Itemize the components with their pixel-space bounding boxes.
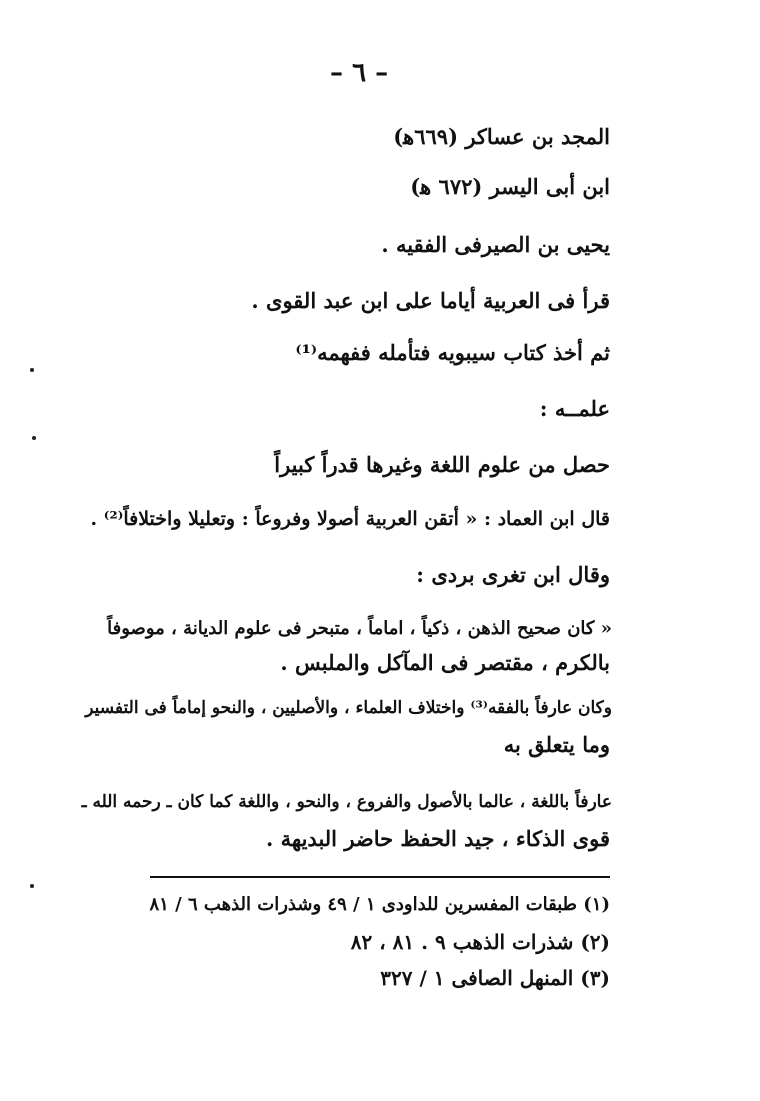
- text-line: وكان عارفاً بالفقه⁽³⁾ واختلاف العلماء ، والأصليين ، والنحو إماماً فى التفسير: [85, 698, 612, 718]
- text-line: قرأ فى العربية أياما على ابن عبد القوى .: [251, 288, 610, 313]
- section-heading: علمــه :: [539, 396, 610, 421]
- text-line: قوى الذكاء ، جيد الحفظ حاضر البديهة .: [266, 826, 610, 851]
- quote-line: قال ابن العماد : « أتقن العربية أصولا وفروعاً : وتعليلا واختلافاً⁽²⁾ .: [90, 508, 610, 530]
- text-line: عارفاً باللغة ، عالما بالأصول والفروع ، والنحو ، واللغة كما كان ـ رحمه الله ـ: [81, 792, 612, 812]
- footnote: (١) طبقات المفسرين للداودى ١ / ٤٩ وشذرات الذهب ٦ / ٨١: [149, 894, 610, 915]
- text-line: المجد بن عساكر (٦٦٩ﻫ): [393, 124, 610, 149]
- quote-line: « كان صحيح الذهن ، ذكياً ، اماماً ، متبحر فى علوم الديانة ، موصوفاً: [107, 618, 612, 639]
- quote-line: بالكرم ، مقتصر فى المآكل والملبس .: [280, 650, 610, 675]
- scan-speck: [32, 436, 36, 440]
- scan-speck: [30, 368, 34, 372]
- text-line: وقال ابن تغرى بردى :: [416, 562, 610, 587]
- footnote-divider: [150, 876, 610, 878]
- page-number: – ٦ –: [330, 58, 389, 88]
- text-line: يحيى بن الصيرفى الفقيه .: [381, 232, 610, 257]
- scan-speck: [30, 884, 34, 888]
- footnote: (٣) المنهل الصافى ١ / ٣٢٧: [380, 966, 610, 990]
- text-line: ابن أبى اليسر (٦٧٢ ﻫ): [410, 174, 610, 199]
- text-line: وما يتعلق به: [503, 732, 610, 757]
- footnote: (٢) شذرات الذهب ٩ . ٨١ ، ٨٢: [350, 930, 610, 954]
- text-line: حصل من علوم اللغة وغيرها قدراً كبيراً: [274, 452, 610, 477]
- text-line: ثم أخذ كتاب سيبويه فتأمله ففهمه⁽¹⁾: [295, 340, 610, 365]
